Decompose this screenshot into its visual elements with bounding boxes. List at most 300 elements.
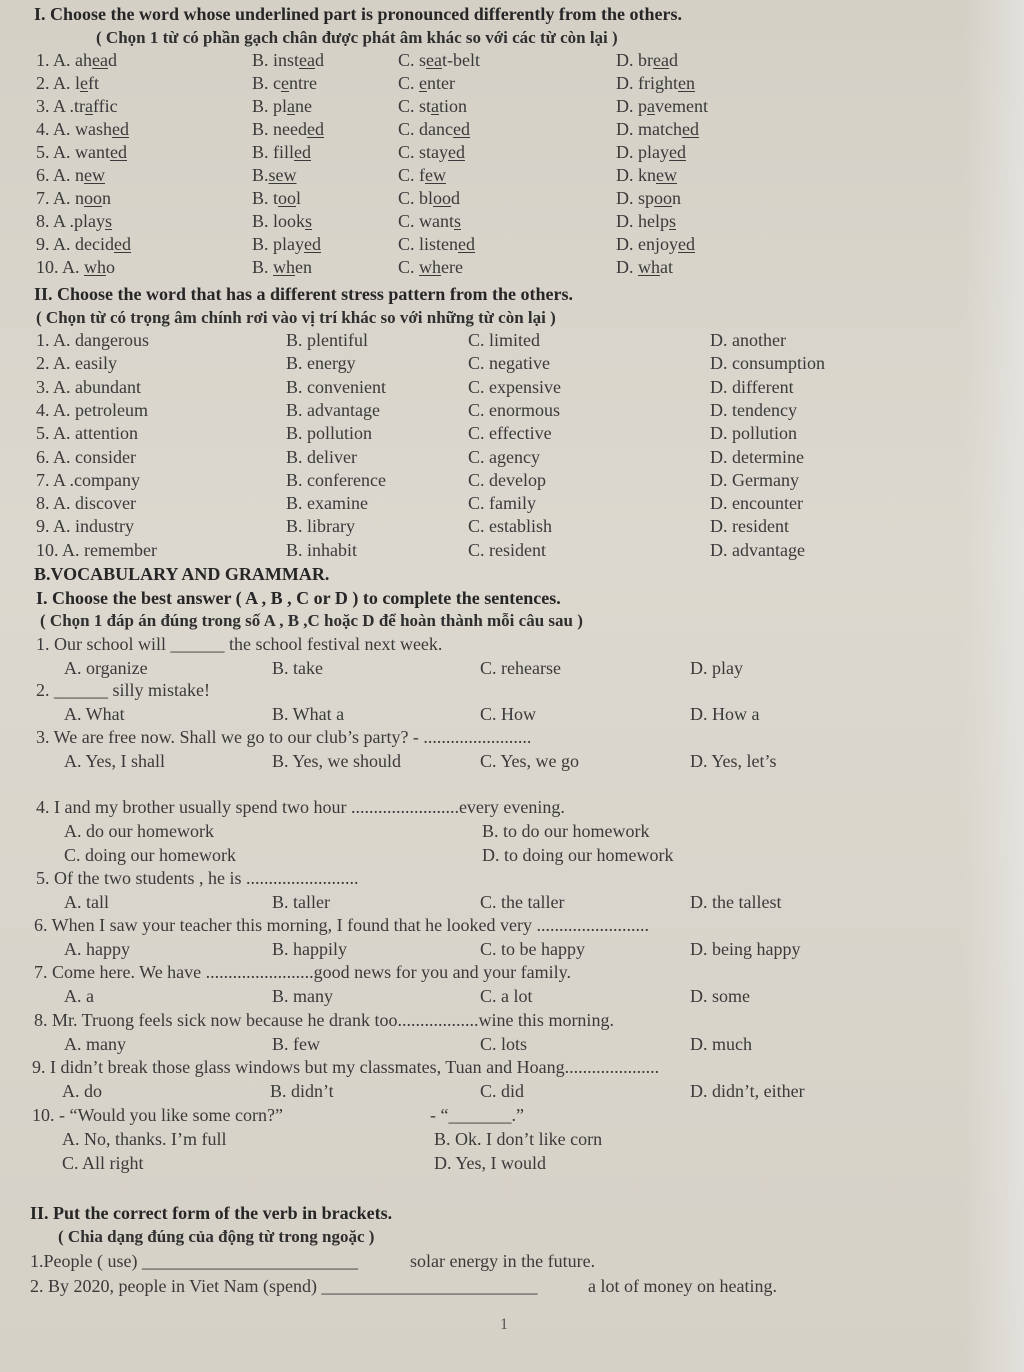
- option-b[interactable]: B. energy: [286, 353, 356, 374]
- word-part: C.: [398, 73, 420, 93]
- question: [0, 1057, 1024, 1081]
- underlined-part: wh: [273, 257, 296, 277]
- options: [0, 821, 1024, 845]
- underlined-part: a: [647, 96, 655, 116]
- option-d[interactable]: [616, 119, 699, 140]
- underlined-part: ed: [448, 142, 466, 162]
- underlined-part: ed: [112, 119, 130, 139]
- options: [0, 658, 1024, 682]
- option-a[interactable]: 1. A. dangerous: [36, 330, 149, 350]
- option-b[interactable]: B. convenient: [286, 376, 386, 397]
- option-c[interactable]: [398, 234, 475, 255]
- option-d[interactable]: [616, 234, 695, 255]
- underlined-part: oo: [433, 188, 452, 208]
- pronunciation-question: [0, 142, 1024, 166]
- option-c[interactable]: [398, 73, 455, 94]
- pronunciation-question: [0, 50, 1024, 74]
- word-part: B. play: [252, 234, 304, 254]
- option-a[interactable]: A. tall: [64, 892, 109, 912]
- option-a[interactable]: [36, 73, 99, 94]
- word-part: tr: [74, 96, 86, 116]
- option-d[interactable]: [616, 211, 676, 232]
- option-c[interactable]: C. effective: [468, 423, 552, 444]
- word-part: o: [106, 257, 116, 277]
- option-b[interactable]: [252, 165, 297, 186]
- page-number: 1: [500, 1316, 508, 1333]
- question-text: 9. I didn’t break those glass windows but my classmates, Tuan and Hoang.....................: [32, 1057, 660, 1077]
- section-subtitle: [0, 308, 1024, 332]
- reply-blank: - “_______.”: [430, 1105, 524, 1125]
- option-c[interactable]: [398, 119, 470, 140]
- question: [0, 962, 1024, 986]
- word-part: d: [451, 188, 461, 208]
- option-d[interactable]: [616, 188, 681, 209]
- option-b[interactable]: B. to do our homework: [482, 821, 650, 841]
- underlined-part: wh: [84, 257, 107, 277]
- option-d[interactable]: D. some: [690, 986, 750, 1006]
- option-a[interactable]: 10. A. remember: [36, 539, 157, 560]
- option-c[interactable]: C. Yes, we go: [480, 751, 580, 771]
- options: [0, 939, 1024, 963]
- word-part: n: [102, 188, 112, 208]
- word-part: ntre: [289, 73, 317, 93]
- section-title: [0, 284, 1024, 308]
- option-b[interactable]: B. advantage: [286, 399, 380, 420]
- option-d[interactable]: D. being happy: [690, 939, 801, 959]
- question-number: 8. A .: [36, 211, 75, 231]
- pronunciation-question: [0, 73, 1024, 97]
- option-b[interactable]: [252, 211, 312, 232]
- option-c[interactable]: C. agency: [468, 446, 540, 467]
- option-a[interactable]: A. organize: [64, 658, 148, 678]
- option-c[interactable]: [398, 257, 463, 278]
- option-d[interactable]: D. Yes, let’s: [690, 751, 777, 771]
- option-a[interactable]: A. What: [64, 704, 125, 724]
- option-c[interactable]: C. All right: [62, 1153, 144, 1173]
- option-d[interactable]: [616, 50, 678, 71]
- word-part: C.: [398, 257, 420, 277]
- option-a[interactable]: A. happy: [64, 939, 130, 959]
- underlined-part: a: [431, 96, 440, 116]
- option-a[interactable]: [36, 50, 117, 71]
- question: [0, 727, 1024, 751]
- pronunciation-question: [0, 257, 1024, 281]
- underlined-part: ed: [458, 234, 476, 254]
- word-part: ah: [75, 50, 93, 70]
- question-text: 4. I and my brother usually spend two hour ........................every evening.: [36, 797, 565, 817]
- option-a[interactable]: 3. A. abundant: [36, 376, 141, 397]
- word-part: C. f: [398, 165, 425, 185]
- option-c[interactable]: [398, 211, 461, 232]
- section-title-text: II. Choose the word that has a different stress pattern from the others.: [34, 284, 573, 304]
- option-b[interactable]: B. take: [272, 658, 323, 678]
- options: [0, 892, 1024, 916]
- section-subtitle-text: ( Chia dạng đúng của động từ trong ngoặc ): [58, 1227, 375, 1246]
- page-edge-shading: [964, 0, 1024, 1372]
- options: [0, 986, 1024, 1010]
- stress-question: [0, 353, 1024, 377]
- underlined-part: ed: [294, 142, 312, 162]
- heading-text: B.VOCABULARY AND GRAMMAR.: [34, 564, 330, 584]
- option-b[interactable]: B. happily: [272, 939, 347, 959]
- word-part: D. fright: [616, 73, 678, 93]
- word-part: wash: [75, 119, 113, 139]
- stress-question: [0, 400, 1024, 424]
- underlined-part: wh: [419, 257, 442, 277]
- option-c[interactable]: C. resident: [468, 539, 546, 560]
- option-c[interactable]: [398, 96, 467, 117]
- option-c[interactable]: C. doing our homework: [64, 845, 236, 865]
- word-part: D. play: [616, 142, 669, 162]
- question-text: 8. Mr. Truong feels sick now because he drank too..................wine this morning.: [34, 1010, 614, 1030]
- option-d[interactable]: D. didn’t, either: [690, 1081, 805, 1101]
- heading: [0, 564, 1024, 588]
- option-b[interactable]: B. Ok. I don’t like corn: [434, 1129, 603, 1149]
- option-d[interactable]: D. resident: [710, 516, 789, 537]
- underlined-part: s: [669, 211, 677, 231]
- option-a[interactable]: [36, 119, 129, 140]
- option-a[interactable]: [36, 165, 105, 186]
- word-part: d: [315, 50, 324, 70]
- section-title-text: I. Choose the best answer ( A , B , C or D ) to complete the sentences.: [36, 588, 561, 608]
- word-part: en: [295, 257, 313, 277]
- underlined-part: a: [287, 96, 296, 116]
- option-b[interactable]: B. What a: [272, 704, 345, 724]
- option-c[interactable]: C. did: [480, 1081, 525, 1101]
- option-c[interactable]: C. establish: [468, 516, 552, 537]
- option-a[interactable]: A. do our homework: [64, 821, 214, 841]
- option-a[interactable]: 9. A. industry: [36, 516, 135, 537]
- option-c[interactable]: C. limited: [468, 330, 540, 350]
- underlined-part: oo: [84, 188, 103, 208]
- option-d[interactable]: D. different: [710, 376, 794, 397]
- option-a[interactable]: 6. A. consider: [36, 446, 136, 467]
- option-b[interactable]: B. pollution: [286, 423, 373, 444]
- option-a[interactable]: 8. A. discover: [36, 493, 136, 514]
- word-part: tion: [439, 96, 468, 116]
- word-part: D. match: [616, 119, 682, 139]
- option-c[interactable]: C. develop: [468, 469, 546, 490]
- option-d[interactable]: D. another: [710, 330, 786, 350]
- word-part: B. look: [252, 211, 306, 231]
- option-a[interactable]: A. No, thanks. I’m full: [62, 1129, 227, 1149]
- word-part: C. s: [398, 50, 427, 70]
- question-number: 1. A.: [36, 50, 76, 70]
- question-text: 5. Of the two students , he is .........................: [36, 868, 359, 888]
- word-part: vement: [655, 96, 708, 116]
- question-number: 4. A.: [36, 119, 76, 139]
- word-part: C. bl: [398, 188, 434, 208]
- section-title-text: I. Choose the word whose underlined part is pronounced differently from the others.: [34, 4, 683, 24]
- section-title: [0, 588, 1024, 612]
- pronunciation-question: [0, 211, 1024, 235]
- stress-question: [0, 540, 1024, 564]
- pronunciation-question: [0, 96, 1024, 120]
- option-b[interactable]: B. few: [272, 1034, 320, 1054]
- underlined-part: ed: [114, 234, 131, 254]
- word-part: B.: [252, 257, 274, 277]
- underlined-part: sew: [268, 165, 297, 185]
- question-text: solar energy in the future.: [410, 1251, 596, 1271]
- option-b[interactable]: [252, 142, 311, 163]
- option-c[interactable]: [398, 50, 480, 71]
- underlined-part: ed: [304, 234, 321, 254]
- option-c[interactable]: C. family: [468, 493, 536, 514]
- option-d[interactable]: D. Germany: [710, 469, 799, 490]
- word-part: nter: [427, 73, 455, 93]
- pronunciation-question: [0, 234, 1024, 258]
- question-number: 10. A.: [36, 257, 85, 277]
- option-b[interactable]: [252, 50, 324, 71]
- question-number: 7. A.: [36, 188, 76, 208]
- word-part: B. t: [252, 188, 279, 208]
- word-part: D. enjoy: [616, 234, 678, 254]
- word-part: n: [672, 188, 682, 208]
- option-b[interactable]: [252, 96, 312, 117]
- word-part: C. stay: [398, 142, 449, 162]
- question-text: a lot of money on heating.: [588, 1276, 777, 1296]
- option-a[interactable]: [36, 234, 131, 255]
- question: [0, 1105, 1024, 1129]
- stress-question: [0, 330, 1024, 354]
- option-c[interactable]: [398, 165, 446, 186]
- options: [0, 845, 1024, 869]
- section-subtitle-text: ( Chọn từ có trọng âm chính rơi vào vị trí khác so với những từ còn lại ): [36, 308, 556, 327]
- word-part: B. fill: [252, 142, 295, 162]
- question-number: 2. A.: [36, 73, 76, 93]
- section-title: [0, 4, 1024, 28]
- word-part: B. need: [252, 119, 307, 139]
- word-part: C. st: [398, 96, 432, 116]
- option-a[interactable]: 5. A. attention: [36, 423, 138, 444]
- option-b[interactable]: [252, 73, 317, 94]
- question: [0, 797, 1024, 821]
- underlined-part: s: [105, 211, 113, 231]
- stress-question: [0, 377, 1024, 401]
- option-d[interactable]: D. Yes, I would: [434, 1153, 547, 1173]
- stress-question: [0, 516, 1024, 540]
- stress-question: [0, 470, 1024, 494]
- underlined-part: ed: [681, 119, 699, 139]
- word-part: C. danc: [398, 119, 453, 139]
- word-part: l: [296, 188, 302, 208]
- option-a[interactable]: A. do: [62, 1081, 102, 1101]
- word-part: B. pl: [252, 96, 288, 116]
- question-text: 10. - “Would you like some corn?”: [32, 1105, 283, 1125]
- underlined-part: ed: [110, 142, 128, 162]
- question-text: 7. Come here. We have ........................good news for you and your family.: [34, 962, 571, 982]
- underlined-part: s: [305, 211, 313, 231]
- word-part: D. help: [616, 211, 669, 231]
- option-a[interactable]: 4. A. petroleum: [36, 399, 148, 420]
- question-text: 3. We are free now. Shall we go to our club’s party? - ........................: [36, 727, 532, 747]
- option-c[interactable]: C. negative: [468, 353, 550, 374]
- question-text: 2. ______ silly mistake!: [36, 680, 210, 700]
- underlined-part: ed: [669, 142, 686, 162]
- pronunciation-question: [0, 119, 1024, 143]
- option-a[interactable]: A. Yes, I shall: [64, 751, 166, 771]
- option-a[interactable]: [36, 142, 127, 163]
- option-c[interactable]: C. How: [480, 704, 537, 724]
- word-part: D. kn: [616, 165, 656, 185]
- word-part: D. p: [616, 96, 647, 116]
- option-b[interactable]: [252, 234, 321, 255]
- option-d[interactable]: D. much: [690, 1034, 752, 1054]
- question: [0, 1251, 1024, 1275]
- question: [0, 1010, 1024, 1034]
- option-d[interactable]: D. encounter: [710, 493, 803, 514]
- word-part: B.: [252, 165, 269, 185]
- options: [0, 704, 1024, 728]
- word-part: C. listen: [398, 234, 459, 254]
- option-a[interactable]: A. a: [64, 986, 94, 1006]
- options: [0, 1129, 1024, 1153]
- pronunciation-question: [0, 188, 1024, 212]
- underlined-part: ew: [656, 165, 677, 185]
- stress-question: [0, 447, 1024, 471]
- option-b[interactable]: B. deliver: [286, 446, 357, 467]
- option-a[interactable]: A. many: [64, 1034, 126, 1054]
- underlined-part: wh: [638, 257, 660, 277]
- underlined-part: ea: [426, 50, 442, 70]
- word-part: C. want: [398, 211, 454, 231]
- word-part: D.: [616, 257, 638, 277]
- question: [0, 915, 1024, 939]
- word-part: n: [75, 165, 85, 185]
- options: [0, 751, 1024, 775]
- option-b[interactable]: B. examine: [286, 493, 368, 514]
- option-c[interactable]: [398, 142, 465, 163]
- section-subtitle: [0, 611, 1024, 635]
- underlined-part: ed: [452, 119, 470, 139]
- word-part: ffic: [93, 96, 118, 116]
- question: [0, 1276, 1024, 1300]
- option-d[interactable]: D. advantage: [710, 539, 805, 560]
- option-d[interactable]: D. How a: [690, 704, 760, 724]
- word-part: D. sp: [616, 188, 655, 208]
- word-part: t-belt: [442, 50, 480, 70]
- underlined-part: ed: [306, 119, 324, 139]
- option-d[interactable]: [616, 257, 673, 278]
- section-subtitle-text: ( Chọn 1 từ có phần gạch chân được phát âm khác so với các từ còn lại ): [96, 28, 618, 47]
- word-part: ft: [88, 73, 100, 93]
- underlined-part: e: [419, 73, 428, 93]
- option-d[interactable]: D. consumption: [710, 353, 825, 374]
- question-number: 6. A.: [36, 165, 76, 185]
- option-b[interactable]: [252, 257, 312, 278]
- option-c[interactable]: C. the taller: [480, 892, 565, 912]
- question: [0, 868, 1024, 892]
- word-part: play: [74, 211, 106, 231]
- stress-question: [0, 493, 1024, 517]
- underlined-part: e: [281, 73, 289, 93]
- option-d[interactable]: D. to doing our homework: [482, 845, 674, 865]
- pronunciation-question: [0, 165, 1024, 189]
- option-a[interactable]: [36, 257, 115, 278]
- option-c[interactable]: C. a lot: [480, 986, 533, 1006]
- option-a[interactable]: [36, 96, 118, 117]
- question-text: 6. When I saw your teacher this morning, I found that he looked very .........................: [34, 915, 650, 935]
- option-d[interactable]: D. determine: [710, 446, 804, 467]
- options: [0, 1081, 1024, 1105]
- section-subtitle: [0, 28, 1024, 52]
- option-c[interactable]: C. lots: [480, 1034, 528, 1054]
- option-c[interactable]: C. expensive: [468, 376, 561, 397]
- question: [0, 680, 1024, 704]
- underlined-part: ea: [92, 50, 108, 70]
- question-number: 9. A.: [36, 234, 76, 254]
- underlined-part: ew: [84, 165, 106, 185]
- option-b[interactable]: B. taller: [272, 892, 330, 912]
- option-c[interactable]: C. to be happy: [480, 939, 585, 959]
- option-b[interactable]: B. Yes, we should: [272, 751, 402, 771]
- option-d[interactable]: [616, 142, 686, 163]
- option-a[interactable]: [36, 188, 111, 209]
- underlined-part: ew: [425, 165, 446, 185]
- word-part: at: [660, 257, 673, 277]
- option-b[interactable]: B. plentiful: [286, 330, 368, 350]
- word-part: want: [75, 142, 111, 162]
- option-b[interactable]: B. didn’t: [270, 1081, 334, 1101]
- option-d[interactable]: D. pollution: [710, 423, 798, 444]
- option-b[interactable]: B. inhabit: [286, 539, 357, 560]
- option-d[interactable]: [616, 73, 695, 94]
- option-a[interactable]: [36, 211, 112, 232]
- underlined-part: ea: [299, 50, 315, 70]
- underlined-part: oo: [278, 188, 297, 208]
- options: [0, 1153, 1024, 1177]
- word-part: B. c: [252, 73, 281, 93]
- stress-question: [0, 423, 1024, 447]
- option-d[interactable]: D. tendency: [710, 399, 797, 420]
- option-b[interactable]: B. many: [272, 986, 333, 1006]
- option-d[interactable]: D. play: [690, 658, 743, 678]
- options: [0, 1034, 1024, 1058]
- question-number: 3. A .: [36, 96, 75, 116]
- option-d[interactable]: [616, 96, 708, 117]
- option-c[interactable]: [398, 188, 460, 209]
- word-part: ere: [441, 257, 463, 277]
- option-b[interactable]: B. library: [286, 516, 355, 537]
- option-c[interactable]: C. enormous: [468, 399, 560, 420]
- option-b[interactable]: [252, 188, 301, 209]
- section-subtitle: [0, 1227, 1024, 1251]
- option-a[interactable]: 7. A .company: [36, 469, 140, 490]
- question: [0, 634, 1024, 658]
- underlined-part: ea: [653, 50, 669, 70]
- underlined-part: e: [80, 73, 89, 93]
- section-title: [0, 1203, 1024, 1227]
- word-part: B. inst: [252, 50, 300, 70]
- underlined-part: ed: [678, 234, 695, 254]
- underlined-part: en: [678, 73, 695, 93]
- word-part: decid: [75, 234, 114, 254]
- question-text: 1.People ( use) ________________________: [30, 1251, 358, 1271]
- option-b[interactable]: [252, 119, 324, 140]
- underlined-part: oo: [654, 188, 673, 208]
- option-b[interactable]: B. conference: [286, 469, 386, 490]
- section-title-text: II. Put the correct form of the verb in brackets.: [30, 1203, 393, 1223]
- word-part: n: [75, 188, 85, 208]
- option-d[interactable]: [616, 165, 677, 186]
- question-text: 1. Our school will ______ the school festival next week.: [36, 634, 443, 654]
- option-c[interactable]: C. rehearse: [480, 658, 561, 678]
- word-part: d: [668, 50, 678, 70]
- option-d[interactable]: D. the tallest: [690, 892, 782, 912]
- question-number: 5. A.: [36, 142, 76, 162]
- underlined-part: a: [85, 96, 94, 116]
- option-a[interactable]: 2. A. easily: [36, 353, 117, 374]
